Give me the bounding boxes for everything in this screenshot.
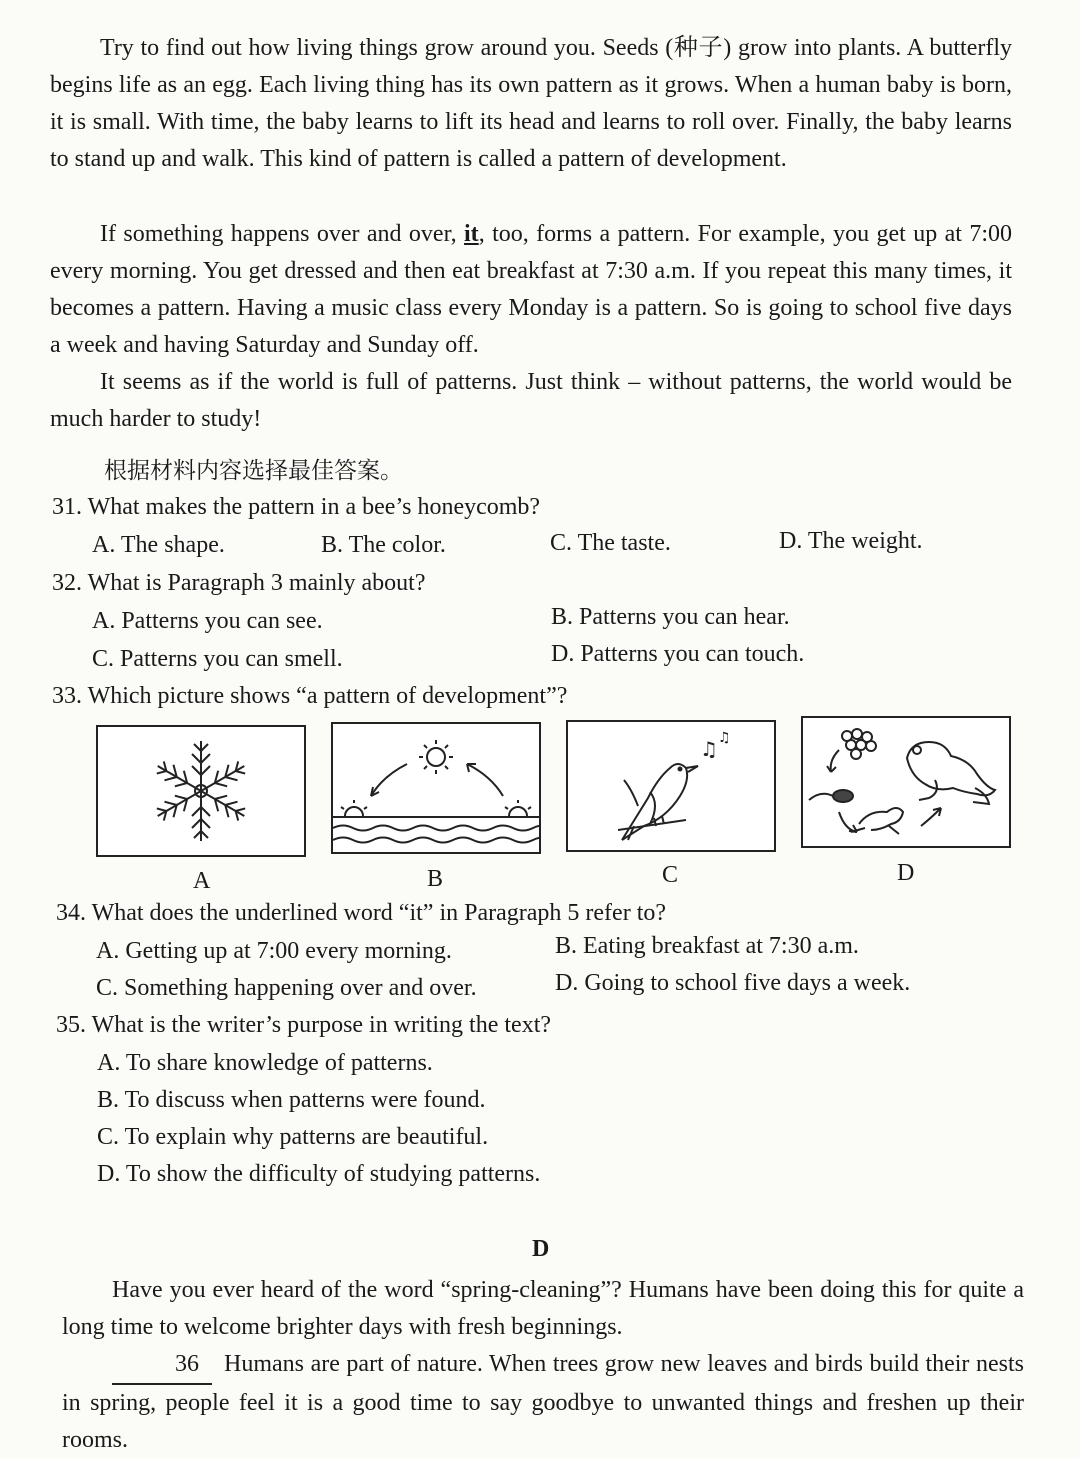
question-34-option-b[interactable]: B. Eating breakfast at 7:30 a.m. (555, 933, 859, 959)
question-32-stem: 32. What is Paragraph 3 mainly about? (52, 570, 426, 596)
snowflake-icon (98, 727, 304, 855)
picture-c-label: C (662, 862, 679, 888)
question-34-option-c[interactable]: C. Something happening over and over. (96, 975, 477, 1001)
section-d-title: D (532, 1236, 550, 1262)
question-34-stem: 34. What does the underlined word “it” in Paragraph 5 refer to? (56, 900, 667, 926)
question-32-option-b[interactable]: B. Patterns you can hear. (551, 604, 790, 630)
question-34-option-d[interactable]: D. Going to school five days a week. (555, 970, 911, 996)
sun-cycle-icon (333, 724, 539, 852)
singing-bird-icon (568, 722, 774, 850)
picture-b[interactable] (331, 722, 541, 854)
instruction-text: 根据材料内容选择最佳答案。 (104, 458, 403, 484)
question-31-option-c[interactable]: C. The taste. (550, 530, 671, 556)
section-d-paragraph-1: Have you ever heard of the word “spring-cleaning”? Humans have been doing this for quite a long time to welcome brighter days with fresh beginnings. (62, 1277, 1024, 1340)
question-31-stem: 31. What makes the pattern in a bee’s honeycomb? (52, 494, 541, 520)
question-31-option-d[interactable]: D. The weight. (779, 528, 923, 554)
blank-36[interactable]: 36 (112, 1346, 212, 1385)
svg-text:♫: ♫ (700, 737, 718, 761)
picture-a[interactable] (96, 725, 306, 857)
question-32-option-c[interactable]: C. Patterns you can smell. (92, 646, 343, 672)
frog-life-cycle-icon (803, 718, 1009, 846)
picture-c[interactable] (566, 720, 776, 852)
picture-d[interactable] (801, 716, 1011, 848)
question-35-option-d[interactable]: D. To show the difficulty of studying patterns. (97, 1161, 541, 1187)
question-35-option-c[interactable]: C. To explain why patterns are beautiful. (97, 1124, 489, 1150)
question-32-option-d[interactable]: D. Patterns you can touch. (551, 641, 805, 667)
question-35-stem: 35. What is the writer’s purpose in writing the text? (56, 1012, 552, 1038)
paragraph-conclusion: It seems as if the world is full of patterns. Just think – without patterns, the world would be much harder to study! (50, 369, 1012, 432)
question-32-option-a[interactable]: A. Patterns you can see. (92, 608, 323, 634)
question-33-stem: 33. Which picture shows “a pattern of development”? (52, 683, 568, 709)
paragraph-development: Try to find out how living things grow around you. Seeds (种子) grow into plants. A butterfly begins life as an egg. Each living thing has its own pattern as it grows. When a human baby is born, it is small. With time, the baby learns to lift its head and learns to roll over. Finally, the baby learns to stand up and walk. This kind of pattern is called a pattern of development. (50, 35, 1012, 172)
question-35-option-a[interactable]: A. To share knowledge of patterns. (97, 1050, 433, 1076)
section-d-paragraph-2 (62, 1346, 1024, 1459)
question-35-option-b[interactable]: B. To discuss when patterns were found. (97, 1087, 486, 1113)
picture-d-label: D (897, 860, 915, 886)
question-34-option-a[interactable]: A. Getting up at 7:00 every morning. (96, 938, 452, 964)
svg-text:♫: ♫ (718, 730, 731, 746)
underlined-word-it: it (464, 221, 479, 247)
paragraph-repetition (50, 216, 1012, 364)
question-31-option-b[interactable]: B. The color. (321, 532, 446, 558)
paragraph-text-before: If something happens over and over, (100, 221, 465, 247)
picture-a-label: A (193, 868, 211, 894)
section-d-paragraph-2-text: Humans are part of nature. When trees grow new leaves and birds build their nests in spring, people feel it is a good time to say goodbye to unwanted things and freshen up their rooms. (62, 1351, 1024, 1453)
paragraph-text-after: , too, forms a pattern. For example, you get up at 7:00 every morning. You get dressed and then eat breakfast at 7:30 a.m. If you repeat this many times, it becomes a pattern. Having a music class every Monday is a pattern. So is going to school five days a week and having Saturday and Sunday off. (50, 221, 1012, 358)
question-31-option-a[interactable]: A. The shape. (92, 532, 225, 558)
picture-b-label: B (427, 866, 444, 892)
